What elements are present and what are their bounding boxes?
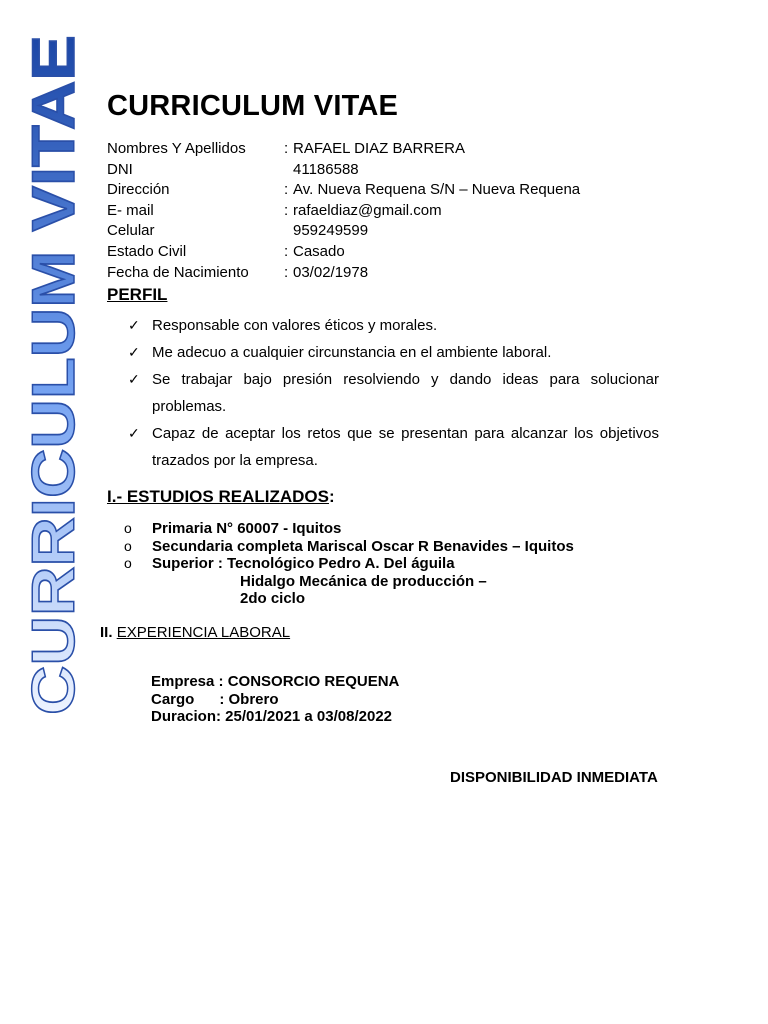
info-value: 03/02/1978 (293, 263, 369, 281)
experiencia-row (151, 673, 399, 691)
info-row-email (107, 201, 580, 222)
info-label: Fecha de Nacimiento (107, 263, 249, 281)
info-separator (284, 221, 293, 242)
info-label: Celular (107, 222, 155, 240)
info-row-civil-status (107, 242, 580, 263)
info-separator: : (284, 140, 289, 157)
info-row-birthdate (107, 263, 580, 284)
perfil-item-text: Me adecuo a cualquier circunstancia en el ambiente laboral. (152, 344, 552, 361)
vertical-banner (14, 20, 94, 720)
info-row-dni (107, 160, 580, 181)
info-separator: : (284, 242, 289, 260)
estudios-item (124, 538, 574, 556)
info-value: 959249599 (293, 222, 369, 240)
info-value: 41186588 (293, 160, 359, 178)
info-label: E- mail (107, 201, 154, 219)
perfil-item-text: Responsable con valores éticos y morales. (152, 317, 438, 334)
disponibilidad-text: DISPONIBILIDAD INMEDIATA (450, 769, 658, 786)
estudios-list (124, 520, 574, 573)
info-separator (284, 160, 293, 181)
perfil-item (128, 339, 659, 366)
experiencia-prefix: II. (100, 624, 113, 641)
info-separator: : (284, 263, 289, 281)
estudios-heading-text: I.- ESTUDIOS REALIZADOS (107, 487, 329, 506)
info-label: Estado Civil (107, 242, 187, 260)
perfil-item (128, 420, 659, 474)
bullet-icon: o (124, 537, 132, 554)
experiencia-heading-text: EXPERIENCIA LABORAL (116, 624, 291, 641)
info-row-name (107, 139, 580, 160)
info-separator: : (284, 201, 289, 219)
estudios-item (124, 555, 574, 573)
experiencia-value: CONSORCIO REQUENA (223, 673, 400, 690)
perfil-item (128, 312, 659, 339)
info-row-phone (107, 221, 580, 242)
experiencia-row (151, 691, 399, 709)
experiencia-value: 25/01/2021 a 03/08/2022 (221, 708, 393, 725)
page-title: CURRICULUM VITAE (107, 90, 399, 122)
info-label: DNI (107, 160, 133, 178)
bullet-icon: o (124, 520, 132, 536)
experiencia-label: Duracion: (151, 708, 222, 725)
info-value: Av. Nueva Requena S/N – Nueva Requena (293, 181, 581, 199)
experiencia-label: Cargo : (151, 690, 225, 708)
bullet-icon: o (124, 555, 132, 571)
estudios-continuation: 2do ciclo (240, 590, 306, 607)
perfil-list (128, 312, 659, 474)
estudios-heading-colon: : (328, 487, 335, 506)
checkmark-icon: ✓ (128, 344, 140, 360)
info-value: Casado (293, 242, 345, 260)
info-row-address (107, 180, 580, 201)
info-value: rafaeldiaz@gmail.com (293, 201, 442, 219)
estudios-item-text: Primaria N° 60007 - Iquitos (152, 520, 342, 537)
info-label: Nombres Y Apellidos (107, 140, 246, 157)
estudios-heading (107, 487, 335, 507)
info-value: RAFAEL DIAZ BARRERA (293, 140, 465, 157)
estudios-item-text: Secundaria completa Mariscal Oscar R Benavides – Iquitos (152, 537, 574, 555)
checkmark-icon: ✓ (128, 317, 140, 333)
perfil-item-text: Se trabajar bajo presión resolviendo y dando ideas para solucionar problemas. (152, 371, 659, 415)
info-separator: : (284, 181, 289, 199)
banner-graphic (14, 20, 94, 720)
info-label: Dirección (107, 181, 170, 199)
estudios-item (124, 520, 574, 538)
perfil-item (128, 366, 659, 420)
perfil-heading: PERFIL (107, 285, 168, 304)
experiencia-value: Obrero (224, 690, 279, 708)
experiencia-row (151, 708, 399, 726)
estudios-item-text: Superior : Tecnológico Pedro A. Del águila (152, 555, 455, 572)
banner-text: CURRICULUM VITAE (20, 119, 87, 715)
experiencia-block (151, 673, 399, 726)
checkmark-icon: ✓ (128, 371, 140, 387)
experiencia-heading (100, 624, 290, 641)
estudios-continuation: Hidalgo Mecánica de producción – (240, 573, 487, 590)
perfil-item-text: Capaz de aceptar los retos que se presentan para alcanzar los objetivos trazados por la empresa. (152, 425, 659, 469)
experiencia-label: Empresa : (151, 673, 224, 690)
personal-info (107, 139, 580, 283)
checkmark-icon: ✓ (128, 425, 140, 441)
